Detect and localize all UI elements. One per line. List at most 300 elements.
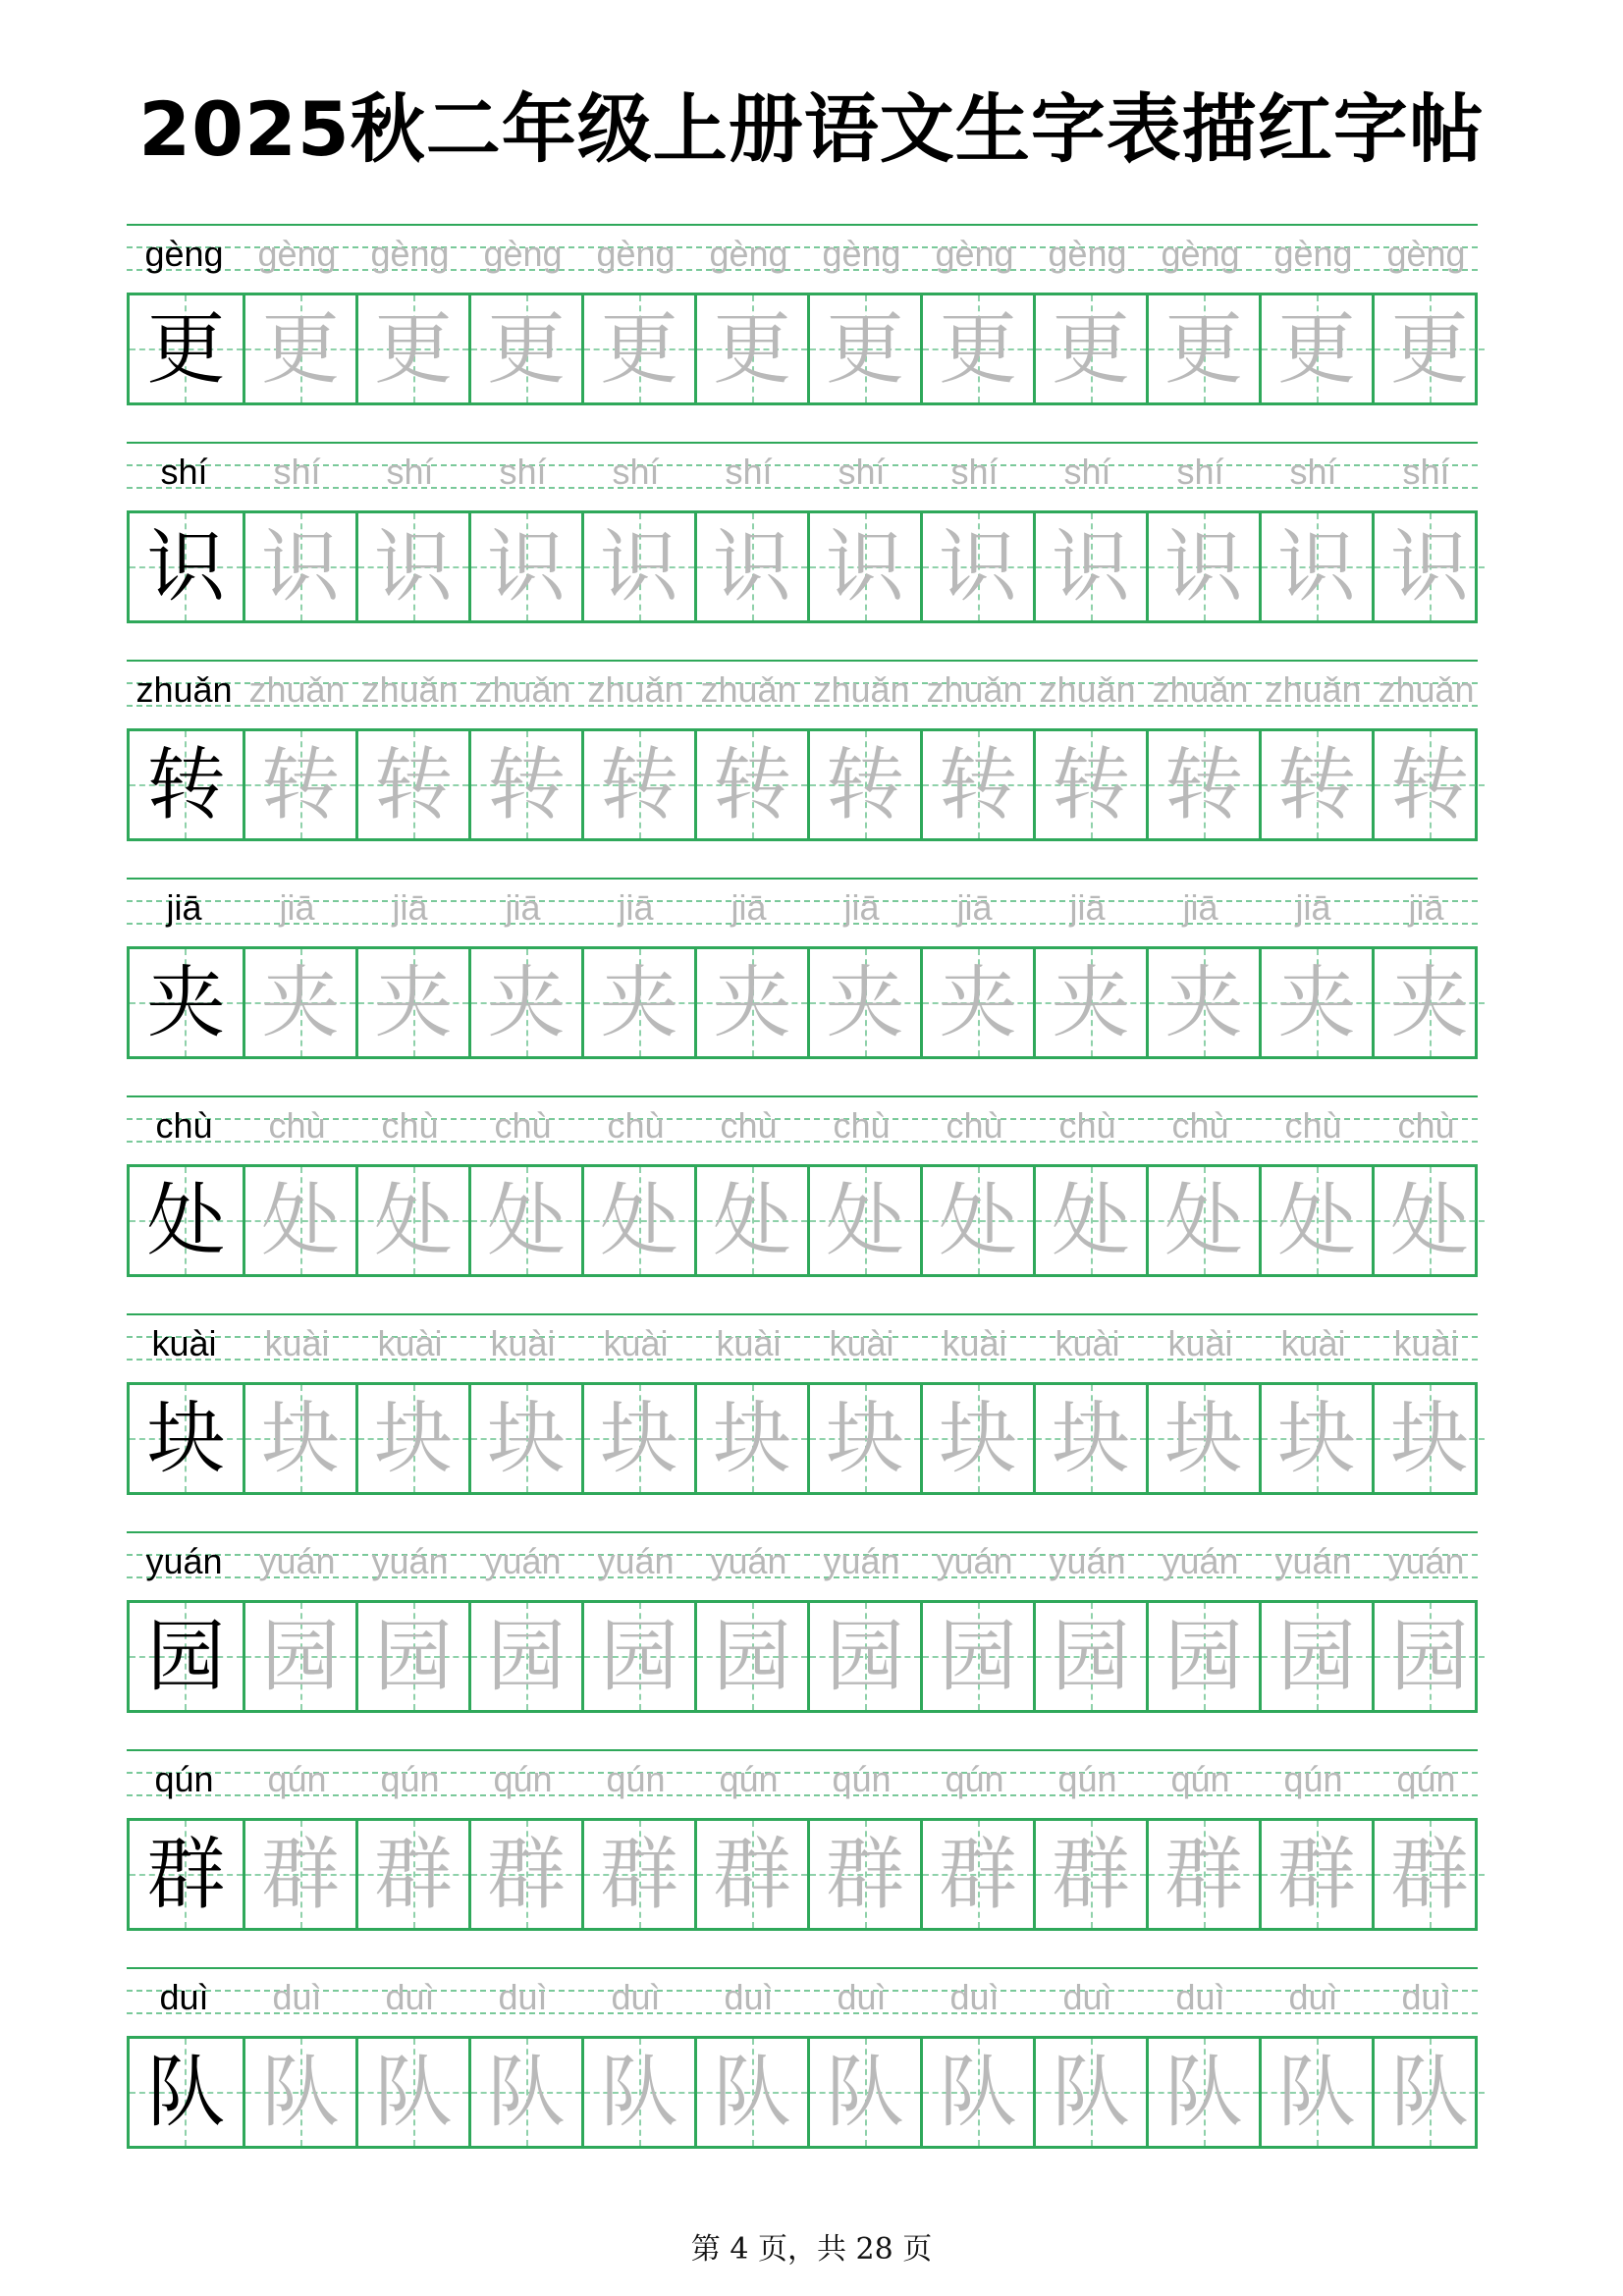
pinyin-guide-line	[127, 1531, 1478, 1533]
model-character: 更	[146, 303, 226, 395]
trace-character: 队	[1052, 2047, 1130, 2138]
pinyin-trace: kuài	[716, 1323, 782, 1363]
trace-cell	[355, 2039, 468, 2146]
pinyin-trace: gèng	[596, 234, 676, 274]
trace-character: 更	[826, 303, 904, 395]
trace-character: 队	[826, 2047, 904, 2138]
pinyin-model: gèng	[144, 234, 224, 274]
trace-cell	[581, 2039, 694, 2146]
trace-character: 园	[939, 1611, 1017, 1702]
model-cell	[130, 731, 243, 838]
trace-cell	[1146, 1821, 1259, 1928]
pinyin-model: duì	[159, 1977, 209, 2017]
pinyin-model: jiā	[166, 887, 202, 928]
trace-character: 识	[1164, 521, 1243, 613]
trace-character: 更	[374, 303, 453, 395]
pinyin-band	[127, 878, 1478, 946]
trace-cell	[1259, 1385, 1372, 1492]
model-cell	[130, 1603, 243, 1710]
pinyin-trace: jiā	[1295, 887, 1331, 928]
trace-cell	[243, 1385, 355, 1492]
trace-cell	[243, 1603, 355, 1710]
trace-cell	[243, 2039, 355, 2146]
trace-character: 队	[1164, 2047, 1243, 2138]
trace-character: 园	[1390, 1611, 1469, 1702]
trace-character: 识	[261, 521, 340, 613]
model-cell	[130, 1167, 243, 1274]
trace-character: 夹	[374, 957, 453, 1048]
trace-character: 识	[713, 521, 791, 613]
trace-character: 园	[487, 1611, 566, 1702]
trace-cell	[807, 949, 920, 1056]
pinyin-trace: jiā	[956, 887, 993, 928]
pinyin-trace: qún	[719, 1759, 779, 1799]
trace-character: 夹	[939, 957, 1017, 1048]
trace-character: 群	[1277, 1829, 1356, 1920]
pinyin-trace: shí	[950, 452, 999, 492]
pinyin-trace: chù	[1397, 1105, 1455, 1146]
pinyin-trace: jiā	[505, 887, 541, 928]
trace-cell	[1372, 1167, 1485, 1274]
trace-cell	[581, 949, 694, 1056]
pinyin-guide-line	[127, 878, 1478, 880]
pinyin-trace: yuán	[710, 1541, 787, 1581]
trace-character: 夹	[1164, 957, 1243, 1048]
trace-cell	[1146, 295, 1259, 402]
trace-cell	[581, 731, 694, 838]
character-grid	[127, 293, 1478, 405]
trace-cell	[1033, 1821, 1146, 1928]
trace-character: 群	[600, 1829, 678, 1920]
pinyin-trace: gèng	[1161, 234, 1240, 274]
pinyin-trace: yuán	[1387, 1541, 1465, 1581]
trace-cell	[920, 295, 1033, 402]
practice-row	[127, 1095, 1478, 1292]
trace-character: 园	[374, 1611, 453, 1702]
trace-character: 识	[487, 521, 566, 613]
pinyin-trace: chù	[1058, 1105, 1116, 1146]
trace-character: 群	[1164, 1829, 1243, 1920]
pinyin-band	[127, 1531, 1478, 1600]
pinyin-trace: chù	[268, 1105, 326, 1146]
page-title: 2025秋二年级上册语文生字表描红字帖	[138, 85, 1485, 173]
pinyin-trace: kuài	[1055, 1323, 1120, 1363]
trace-cell	[807, 1167, 920, 1274]
trace-cell	[581, 1167, 694, 1274]
model-character: 队	[146, 2047, 226, 2138]
trace-cell	[355, 949, 468, 1056]
pinyin-trace: jiā	[730, 887, 767, 928]
trace-character: 群	[374, 1829, 453, 1920]
character-grid	[127, 1818, 1478, 1931]
pinyin-trace: gèng	[1273, 234, 1353, 274]
pinyin-trace: yuán	[258, 1541, 336, 1581]
pinyin-trace: chù	[1284, 1105, 1342, 1146]
trace-character: 园	[1164, 1611, 1243, 1702]
pinyin-trace: kuài	[1280, 1323, 1346, 1363]
model-cell	[130, 1821, 243, 1928]
trace-character: 处	[826, 1175, 904, 1266]
model-character: 转	[146, 739, 226, 830]
trace-character: 处	[1164, 1175, 1243, 1266]
pinyin-trace: qún	[1170, 1759, 1230, 1799]
trace-character: 识	[600, 521, 678, 613]
character-grid	[127, 728, 1478, 841]
trace-character: 处	[713, 1175, 791, 1266]
pinyin-model: shí	[160, 452, 208, 492]
trace-character: 转	[826, 739, 904, 830]
model-character: 识	[146, 521, 226, 613]
trace-character: 队	[1390, 2047, 1469, 2138]
pinyin-trace: zhuǎn	[700, 669, 797, 710]
pinyin-trace: zhuǎn	[1265, 669, 1362, 710]
trace-cell	[1259, 731, 1372, 838]
trace-cell	[807, 513, 920, 620]
pinyin-guide-line	[127, 1095, 1478, 1097]
pinyin-guide-line	[127, 660, 1478, 662]
trace-character: 处	[1277, 1175, 1356, 1266]
trace-character: 群	[826, 1829, 904, 1920]
practice-row	[127, 1313, 1478, 1510]
trace-character: 转	[261, 739, 340, 830]
pinyin-trace: duì	[1288, 1977, 1338, 2017]
trace-cell	[920, 513, 1033, 620]
trace-character: 块	[713, 1393, 791, 1484]
trace-cell	[355, 731, 468, 838]
pinyin-trace: chù	[494, 1105, 552, 1146]
trace-cell	[1146, 1603, 1259, 1710]
pinyin-trace: gèng	[1048, 234, 1127, 274]
trace-cell	[694, 949, 807, 1056]
trace-character: 园	[1052, 1611, 1130, 1702]
pinyin-trace: gèng	[822, 234, 901, 274]
page-number: 第 4 页，共 28 页	[690, 2232, 933, 2267]
trace-character: 块	[826, 1393, 904, 1484]
trace-cell	[920, 949, 1033, 1056]
trace-character: 队	[261, 2047, 340, 2138]
pinyin-trace: kuài	[490, 1323, 556, 1363]
trace-character: 群	[487, 1829, 566, 1920]
pinyin-trace: jiā	[1182, 887, 1218, 928]
model-cell	[130, 1385, 243, 1492]
trace-character: 块	[1164, 1393, 1243, 1484]
pinyin-trace: chù	[946, 1105, 1003, 1146]
pinyin-trace: duì	[1175, 1977, 1225, 2017]
trace-character: 夹	[487, 957, 566, 1048]
pinyin-band	[127, 1095, 1478, 1164]
pinyin-trace: chù	[607, 1105, 665, 1146]
trace-cell	[355, 295, 468, 402]
trace-character: 队	[939, 2047, 1017, 2138]
trace-cell	[1259, 2039, 1372, 2146]
trace-character: 转	[1164, 739, 1243, 830]
pinyin-trace: shí	[1063, 452, 1111, 492]
trace-cell	[1259, 949, 1372, 1056]
trace-cell	[468, 1385, 581, 1492]
pinyin-trace: shí	[1402, 452, 1450, 492]
trace-character: 处	[939, 1175, 1017, 1266]
trace-character: 夹	[1052, 957, 1130, 1048]
trace-cell	[1259, 1603, 1372, 1710]
trace-cell	[1146, 731, 1259, 838]
trace-cell	[581, 513, 694, 620]
character-grid	[127, 1382, 1478, 1495]
trace-character: 更	[261, 303, 340, 395]
trace-cell	[468, 1821, 581, 1928]
pinyin-trace: yuán	[484, 1541, 562, 1581]
trace-character: 队	[487, 2047, 566, 2138]
trace-character: 块	[600, 1393, 678, 1484]
practice-row	[127, 1749, 1478, 1946]
trace-character: 夹	[261, 957, 340, 1048]
trace-character: 块	[1052, 1393, 1130, 1484]
pinyin-trace: yuán	[823, 1541, 900, 1581]
trace-cell	[243, 1821, 355, 1928]
trace-cell	[1372, 513, 1485, 620]
pinyin-trace: duì	[1401, 1977, 1451, 2017]
pinyin-trace: zhuǎn	[474, 669, 571, 710]
pinyin-trace: jiā	[392, 887, 428, 928]
trace-character: 园	[1277, 1611, 1356, 1702]
trace-character: 识	[1277, 521, 1356, 613]
trace-character: 处	[261, 1175, 340, 1266]
model-cell	[130, 513, 243, 620]
trace-character: 更	[487, 303, 566, 395]
trace-character: 更	[939, 303, 1017, 395]
trace-cell	[1372, 1603, 1485, 1710]
trace-character: 园	[826, 1611, 904, 1702]
trace-character: 园	[713, 1611, 791, 1702]
pinyin-trace: duì	[724, 1977, 774, 2017]
trace-cell	[243, 731, 355, 838]
pinyin-band	[127, 224, 1478, 293]
pinyin-trace: zhuǎn	[248, 669, 346, 710]
trace-cell	[468, 295, 581, 402]
model-character: 夹	[146, 957, 226, 1048]
trace-character: 处	[600, 1175, 678, 1266]
pinyin-trace: shí	[499, 452, 547, 492]
trace-character: 更	[1390, 303, 1469, 395]
trace-character: 队	[713, 2047, 791, 2138]
pinyin-trace: gèng	[1386, 234, 1466, 274]
pinyin-trace: qún	[493, 1759, 553, 1799]
practice-row	[127, 1967, 1478, 2163]
pinyin-trace: shí	[273, 452, 321, 492]
pinyin-trace: duì	[1062, 1977, 1112, 2017]
trace-cell	[1146, 513, 1259, 620]
model-cell	[130, 295, 243, 402]
trace-character: 队	[600, 2047, 678, 2138]
trace-character: 处	[487, 1175, 566, 1266]
pinyin-trace: yuán	[371, 1541, 449, 1581]
pinyin-guide-line	[127, 1749, 1478, 1751]
model-character: 群	[146, 1829, 226, 1920]
practice-row	[127, 878, 1478, 1074]
trace-cell	[355, 513, 468, 620]
trace-character: 块	[1277, 1393, 1356, 1484]
trace-character: 转	[1277, 739, 1356, 830]
pinyin-model: qún	[154, 1759, 214, 1799]
trace-character: 园	[600, 1611, 678, 1702]
pinyin-model: zhuǎn	[135, 669, 233, 710]
trace-character: 识	[939, 521, 1017, 613]
pinyin-trace: shí	[386, 452, 434, 492]
trace-cell	[1033, 731, 1146, 838]
trace-character: 队	[1277, 2047, 1356, 2138]
pinyin-trace: jiā	[843, 887, 880, 928]
pinyin-trace: kuài	[1393, 1323, 1459, 1363]
pinyin-trace: gèng	[257, 234, 337, 274]
trace-cell	[1259, 1821, 1372, 1928]
trace-cell	[807, 2039, 920, 2146]
trace-cell	[1259, 295, 1372, 402]
trace-cell	[920, 2039, 1033, 2146]
pinyin-trace: kuài	[1167, 1323, 1233, 1363]
trace-cell	[355, 1821, 468, 1928]
trace-character: 转	[374, 739, 453, 830]
trace-cell	[920, 1603, 1033, 1710]
trace-character: 更	[600, 303, 678, 395]
pinyin-trace: chù	[381, 1105, 439, 1146]
pinyin-trace: yuán	[1274, 1541, 1352, 1581]
pinyin-band	[127, 1967, 1478, 2036]
pinyin-trace: zhuǎn	[1378, 669, 1475, 710]
trace-cell	[243, 295, 355, 402]
trace-cell	[243, 1167, 355, 1274]
trace-character: 处	[1390, 1175, 1469, 1266]
trace-character: 转	[600, 739, 678, 830]
character-grid	[127, 510, 1478, 623]
trace-cell	[1372, 1821, 1485, 1928]
pinyin-trace: yuán	[1049, 1541, 1126, 1581]
trace-cell	[581, 1385, 694, 1492]
pinyin-trace: chù	[720, 1105, 778, 1146]
trace-character: 块	[939, 1393, 1017, 1484]
trace-cell	[468, 513, 581, 620]
pinyin-trace: zhuǎn	[587, 669, 684, 710]
pinyin-trace: yuán	[1162, 1541, 1239, 1581]
trace-character: 夹	[600, 957, 678, 1048]
trace-cell	[1372, 731, 1485, 838]
pinyin-trace: jiā	[618, 887, 654, 928]
trace-character: 更	[1164, 303, 1243, 395]
pinyin-trace: qún	[832, 1759, 892, 1799]
trace-cell	[1146, 1167, 1259, 1274]
trace-character: 转	[487, 739, 566, 830]
character-grid	[127, 1164, 1478, 1277]
trace-cell	[807, 295, 920, 402]
pinyin-trace: yuán	[936, 1541, 1013, 1581]
pinyin-trace: qún	[1057, 1759, 1117, 1799]
trace-cell	[1033, 949, 1146, 1056]
pinyin-trace: duì	[611, 1977, 661, 2017]
pinyin-trace: chù	[833, 1105, 891, 1146]
trace-cell	[355, 1167, 468, 1274]
practice-row	[127, 224, 1478, 420]
pinyin-trace: qún	[380, 1759, 440, 1799]
pinyin-trace: zhuǎn	[813, 669, 910, 710]
trace-cell	[1033, 2039, 1146, 2146]
trace-cell	[355, 1385, 468, 1492]
trace-cell	[1146, 2039, 1259, 2146]
trace-cell	[1259, 1167, 1372, 1274]
pinyin-band	[127, 660, 1478, 728]
trace-character: 处	[374, 1175, 453, 1266]
practice-row	[127, 660, 1478, 856]
trace-cell	[1146, 949, 1259, 1056]
trace-cell	[1146, 1385, 1259, 1492]
trace-character: 园	[261, 1611, 340, 1702]
pinyin-trace: kuài	[377, 1323, 443, 1363]
trace-character: 夹	[826, 957, 904, 1048]
pinyin-trace: zhuǎn	[361, 669, 459, 710]
trace-cell	[694, 731, 807, 838]
pinyin-trace: gèng	[483, 234, 563, 274]
trace-character: 识	[374, 521, 453, 613]
pinyin-model: chù	[155, 1105, 213, 1146]
trace-cell	[920, 1821, 1033, 1928]
trace-cell	[1033, 1603, 1146, 1710]
pinyin-band	[127, 1313, 1478, 1382]
trace-character: 队	[374, 2047, 453, 2138]
practice-row	[127, 442, 1478, 638]
trace-character: 群	[939, 1829, 1017, 1920]
trace-cell	[1033, 1167, 1146, 1274]
model-character: 园	[146, 1611, 226, 1702]
pinyin-trace: qún	[1283, 1759, 1343, 1799]
trace-character: 转	[1390, 739, 1469, 830]
pinyin-trace: duì	[498, 1977, 548, 2017]
trace-character: 识	[1390, 521, 1469, 613]
pinyin-trace: chù	[1171, 1105, 1229, 1146]
pinyin-trace: qún	[1396, 1759, 1456, 1799]
pinyin-guide-line	[127, 1313, 1478, 1315]
trace-character: 块	[1390, 1393, 1469, 1484]
trace-cell	[1033, 513, 1146, 620]
trace-cell	[694, 513, 807, 620]
pinyin-trace: kuài	[264, 1323, 330, 1363]
pinyin-model: yuán	[145, 1541, 223, 1581]
trace-cell	[694, 1385, 807, 1492]
pinyin-guide-line	[127, 442, 1478, 444]
trace-character: 块	[261, 1393, 340, 1484]
pinyin-guide-line	[127, 1967, 1478, 1969]
trace-cell	[1372, 2039, 1485, 2146]
trace-cell	[468, 949, 581, 1056]
pinyin-trace: jiā	[1069, 887, 1106, 928]
pinyin-band	[127, 442, 1478, 510]
pinyin-trace: qún	[945, 1759, 1004, 1799]
character-grid	[127, 946, 1478, 1059]
pinyin-trace: gèng	[709, 234, 788, 274]
trace-cell	[581, 1603, 694, 1710]
pinyin-trace: jiā	[1408, 887, 1444, 928]
trace-cell	[468, 1167, 581, 1274]
trace-cell	[1259, 513, 1372, 620]
model-character: 块	[146, 1393, 226, 1484]
trace-character: 夹	[713, 957, 791, 1048]
trace-cell	[1372, 949, 1485, 1056]
trace-cell	[694, 1603, 807, 1710]
pinyin-trace: gèng	[370, 234, 450, 274]
trace-cell	[1372, 1385, 1485, 1492]
trace-character: 夹	[1277, 957, 1356, 1048]
pinyin-band	[127, 1749, 1478, 1818]
trace-character: 群	[1390, 1829, 1469, 1920]
model-cell	[130, 2039, 243, 2146]
pinyin-trace: duì	[949, 1977, 1000, 2017]
trace-cell	[243, 513, 355, 620]
